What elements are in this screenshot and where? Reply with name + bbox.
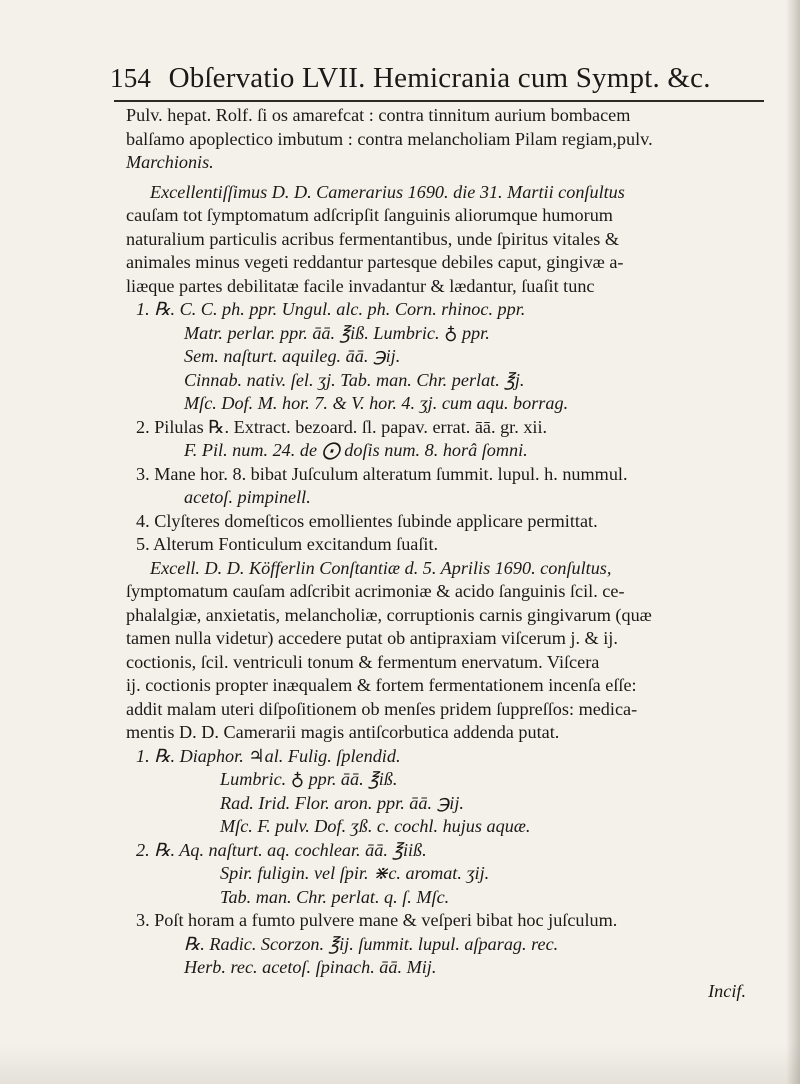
page-spine-shadow xyxy=(786,0,800,1084)
recipe-line: acetoſ. pimpinell. xyxy=(184,487,311,507)
recipe-line: 5. Alterum Fonticulum excitandum ſuaſit. xyxy=(136,534,439,554)
recipe-line: 1. ℞. Diaphor. ♃al. Fulig. ſplendid. xyxy=(136,745,401,766)
text-body xyxy=(126,104,776,1003)
text-line: tamen nulla videtur) accedere putat ob antipraxiam viſcerum j. & ij. xyxy=(126,628,618,648)
recipe-line: ℞. Radic. Scorzon. ℥ij. ſummit. lupul. aſparag. rec. xyxy=(184,933,559,954)
recipe-line: Tab. man. Chr. perlat. q. ſ. Mſc. xyxy=(220,886,450,907)
recipe-line: Sem. naſturt. aquileg. āā. ℈ij. xyxy=(184,346,401,366)
recipe-line: F. Pil. num. 24. de ⨀ doſis num. 8. horâ ſomni. xyxy=(184,440,528,460)
text-line: Marchionis. xyxy=(126,152,214,172)
text-line: ij. coctionis propter inæqualem & fortem fermentationem incenſa eſſe: xyxy=(126,675,637,695)
text-line: cauſam tot ſymptomatum adſcripſit ſanguinis aliorumque humorum xyxy=(126,205,613,225)
text-line: Excellentiſſimus D. D. Camerarius 1690. die 31. Martii conſultus xyxy=(150,181,625,202)
recipe-line: Herb. rec. acetoſ. ſpinach. āā. Mij. xyxy=(184,957,437,977)
running-title: Obſervatio LVII. Hemicrania cum Sympt. &c. xyxy=(168,62,711,94)
text-line: naturalium particulis acribus fermentantibus, unde ſpiritus vitales & xyxy=(126,228,619,249)
page-number: 154 xyxy=(110,63,152,93)
text-line: animales minus vegeti reddantur partesque debiles caput, gingivæ a- xyxy=(126,252,624,272)
recipe-line: 3. Poſt horam a fumto pulvere mane & veſperi bibat hoc juſculum. xyxy=(136,910,618,930)
header-rule xyxy=(114,100,764,102)
catchword: Incif. xyxy=(708,980,746,1001)
recipe-line: Lumbric. ♁ ppr. āā. ℥iß. xyxy=(220,769,398,789)
text-line: addit malam uteri diſpoſitionem ob menſes pridem ſuppreſſos: medica- xyxy=(126,698,638,719)
text-line: coctionis, ſcil. ventriculi tonum & fermentum enervatum. Viſcera xyxy=(126,651,600,672)
text-line: mentis D. D. Camerarii magis antiſcorbutica addenda putat. xyxy=(126,722,560,742)
recipe-line: 1. ℞. C. C. ph. ppr. Ungul. alc. ph. Corn. rhinoc. ppr. xyxy=(136,299,526,319)
recipe-line: Mſc. F. pulv. Dof. ʒß. c. cochl. hujus aquæ. xyxy=(220,816,531,836)
recipe-line: 3. Mane hor. 8. bibat Juſculum alteratum ſummit. lupul. h. nummul. xyxy=(136,463,628,484)
recipe-line: Matr. perlar. ppr. āā. ℥iß. Lumbric. ♁ ppr. xyxy=(184,322,490,343)
text-line: liæque partes debilitatæ facile invadantur & lædantur, ſuaſit tunc xyxy=(126,275,595,296)
recipe-line: 2. Pilulas ℞. Extract. bezoard. ſl. papav. errat. āā. gr. xii. xyxy=(136,416,548,437)
recipe-line: 4. Clyſteres domeſticos emollientes ſubinde applicare permittat. xyxy=(136,510,598,531)
recipe-line: 2. ℞. Aq. naſturt. aq. cochlear. āā. ℥iiß. xyxy=(136,839,427,860)
recipe-line: Spir. fuligin. vel ſpir. ⋇c. aromat. ʒij. xyxy=(220,863,490,883)
text-line: balſamo apoplectico imbutum : contra melancholiam Pilam regiam,pulv. xyxy=(126,128,653,149)
running-header xyxy=(110,62,790,95)
page-bottom-shadow xyxy=(0,1044,800,1084)
recipe-line: Rad. Irid. Flor. aron. ppr. āā. ℈ij. xyxy=(220,792,464,813)
recipe-line: Cinnab. nativ. ſel. ʒj. Tab. man. Chr. perlat. ℥j. xyxy=(184,369,525,390)
text-line: Excell. D. D. Köfferlin Conſtantiæ d. 5. Aprilis 1690. conſultus, xyxy=(150,557,612,578)
text-line: Pulv. hepat. Rolf. ſi os amarefcat : contra tinnitum aurium bombacem xyxy=(126,105,631,125)
text-line: phalalgiæ, anxietatis, melancholiæ, corruptionis carnis gingivarum (quæ xyxy=(126,604,652,625)
text-line: ſymptomatum cauſam adſcribit acrimoniæ & acido ſanguinis ſcil. ce- xyxy=(126,581,625,601)
recipe-line: Mſc. Dof. M. hor. 7. & V. hor. 4. ʒj. cum aqu. borrag. xyxy=(184,393,569,413)
